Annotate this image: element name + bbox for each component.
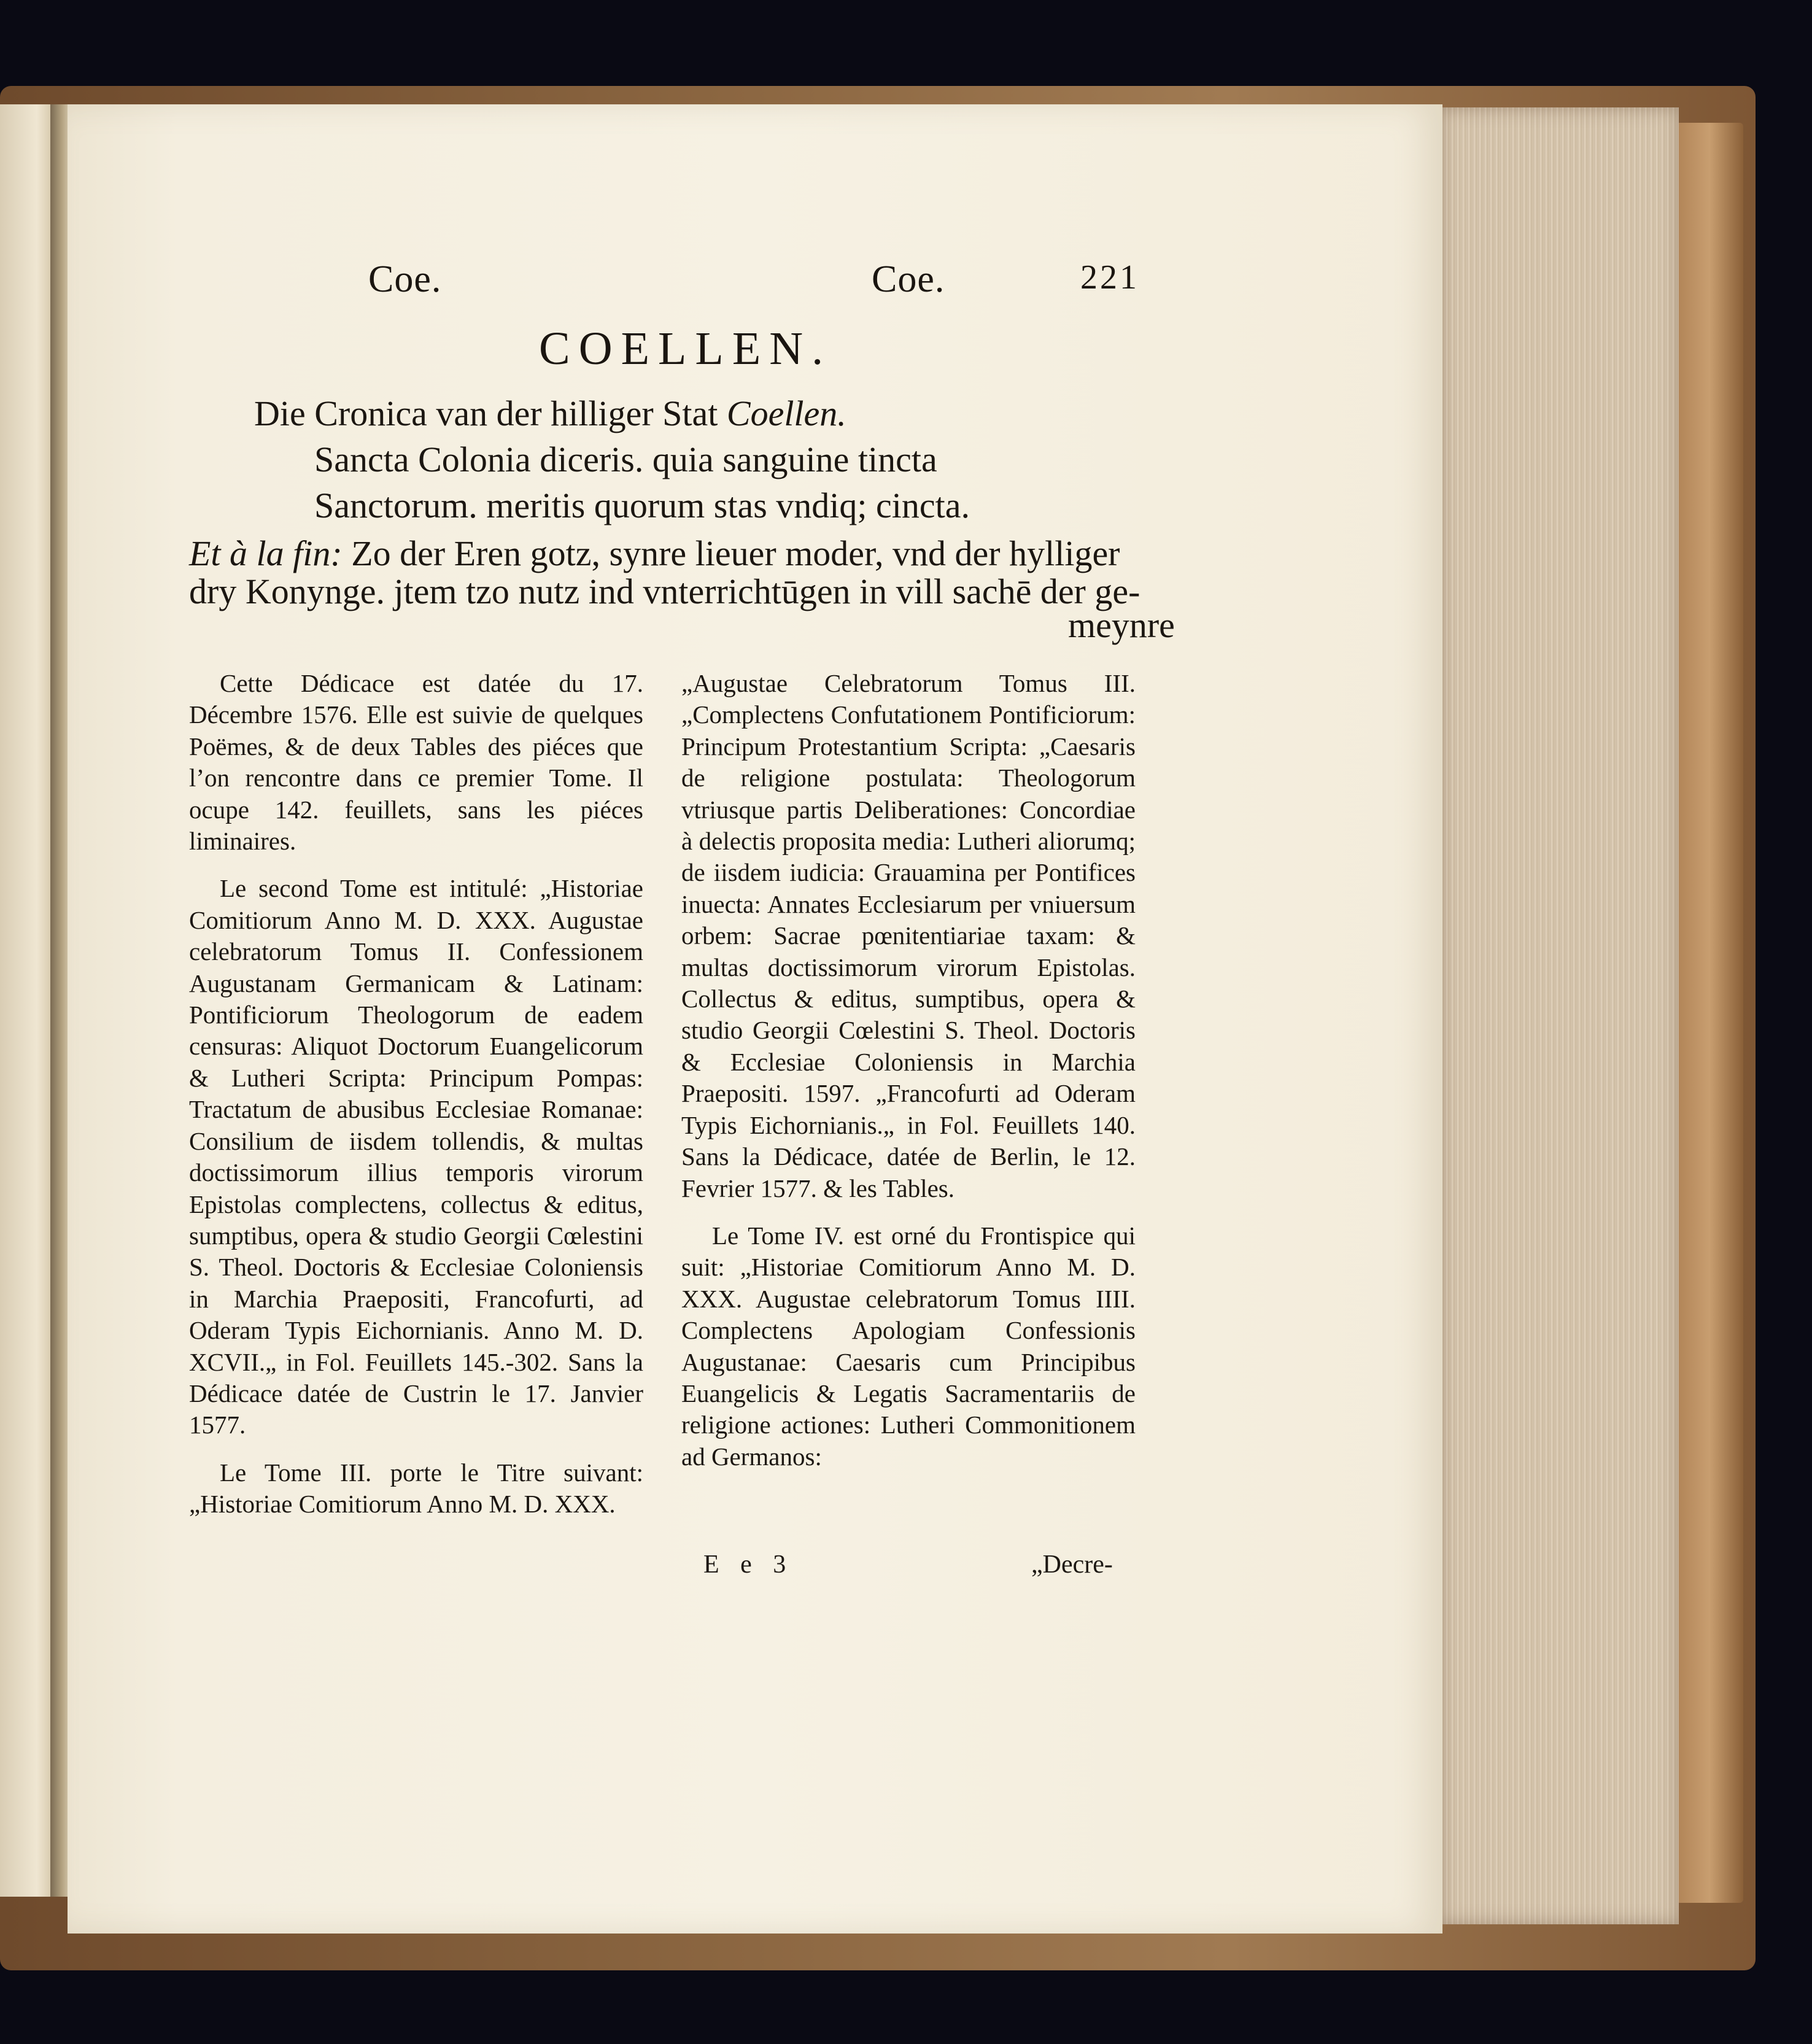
page-fore-edge: [1439, 107, 1679, 1924]
running-head-left: Coe.: [368, 258, 442, 300]
running-head-center: Coe.: [872, 258, 945, 300]
heading-line-1-text: Die Cronica van der hilliger Stat: [254, 393, 727, 433]
right-column: [681, 668, 1136, 1473]
heading-line-1-italic: Coellen.: [726, 393, 846, 433]
colophon-line-1-text: Zo der Eren gotz, synre lieuer moder, vnd der hylliger: [342, 533, 1120, 573]
paragraph: Le second Tome est intitulé: „Historiae Comitiorum Anno M. D. XXX. Augustae celebratorum Tomus II. Confessionem Augustanam Germanicam & Latinam: Pontificiorum Theologorum de eadem censuras: Aliquot Doctorum Euangelicorum & Lutheri Scripta: Principum Pompas: Tractatum de abusibus Ecclesiae Romanae: Consilium de iisdem tollendis, & multas doctissimorum illius temporis virorum Epistolas complectens, collectus & editus, sumptibus, opera & studio Georgii Cœlestini S. Theol. Doctoris & Ecclesiae Coloniensis in Marchia Praepositi, Francofurti, ad Oderam Typis Eichornianis. Anno M. D. XCVII.„ in Fol. Feuillets 145.-302. Sans la Dédicace datée de Custrin le 17. Janvier 1577.: [189, 874, 643, 1439]
colophon-line-3: meynre: [1068, 605, 1175, 645]
left-column: [189, 668, 643, 1520]
heading-line-1: [254, 393, 846, 434]
verse-line-1: Sancta Colonia diceris. quia sanguine tincta: [314, 439, 937, 479]
page-number: 221: [1080, 258, 1139, 296]
paragraph: Cette Dédicace est datée du 17. Décembre 1576. Elle est suivie de quelques Poëmes, & de deux Tables des piéces que l’on rencontre dans ce premier Tome. Il ocupe 142. feuillets, sans les piéces liminaires.: [189, 669, 643, 856]
colophon-line-2: dry Konynge. jtem tzo nutz ind vnterrichtūgen in vill sachē der ge-: [189, 571, 1140, 611]
book-spine-edge: [1676, 123, 1743, 1903]
section-title: COELLEN.: [539, 323, 832, 374]
catchword: „Decre-: [1031, 1550, 1113, 1579]
colophon-italic: Et à la fin:: [189, 533, 343, 573]
paragraph: Le Tome III. porte le Titre suivant: „Historiae Comitiorum Anno M. D. XXX.: [189, 1458, 643, 1519]
colophon-line-1: [189, 533, 1120, 574]
signature-mark: E e 3: [703, 1550, 794, 1579]
paragraph: Le Tome IV. est orné du Frontispice qui suit: „Historiae Comitiorum Anno M. D. XXX. Augustae celebratorum Tomus IIII. Complectens Apologiam Confessionis Augustanae: Caesaris cum Principibus Euangelicis & Legatis Sacramentariis de religione actiones: Lutheri Commonitionem ad Germanos:: [681, 1221, 1136, 1471]
paragraph: „Augustae Celebratorum Tomus III. „Complectens Confutationem Pontificiorum: Principum Protestantium Scripta: „Caesaris de religione postulata: Theologorum vtriusque partis Deliberationes: Concordiae à delectis proposita media: Lutheri aliorumq; de iisdem iudicia: Grauamina per Pontifices inuecta: Annates Ecclesiarum per vniuersum orbem: Sacrae pœnitentiariae taxam: & multas doctissimorum virorum Epistolas. Collectus & editus, sumptibus, opera & studio Georgii Cœlestini S. Theol. Doctoris & Ecclesiae Coloniensis in Marchia Praepositi. 1597. „Francofurti ad Oderam Typis Eichornianis.„ in Fol. Feuillets 140. Sans la Dédicace, datée de Berlin, le 12. Fevrier 1577. & les Tables.: [681, 669, 1136, 1202]
verse-line-2: Sanctorum. meritis quorum stas vndiq; cincta.: [314, 486, 970, 525]
